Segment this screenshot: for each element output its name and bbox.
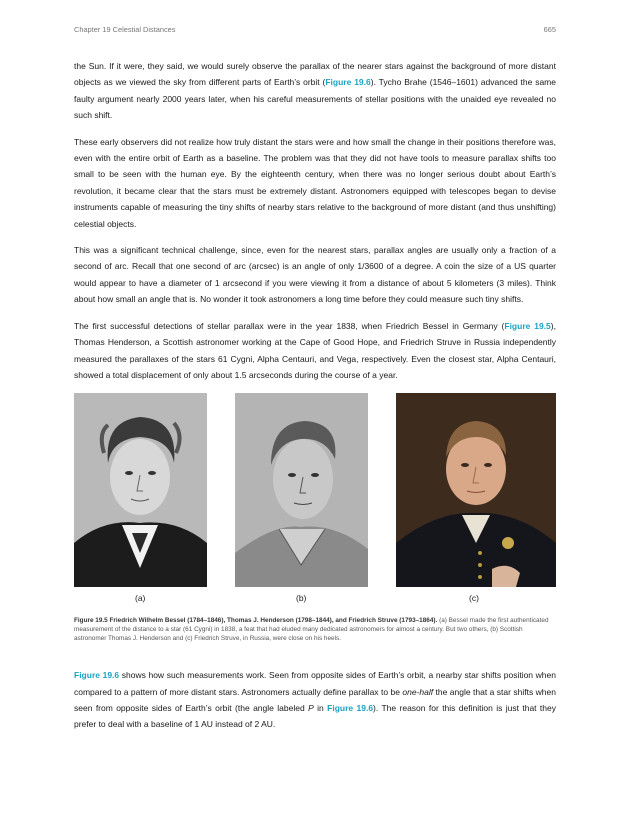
paragraph-text: ). The reason for this definition is just that they prefer to deal with a baseline of 1 AU instead of 2 AU.: [74, 702, 556, 730]
caption-text: (a) Bessel made the first authenticated measurement of the distance to a star (61 Cygni) in 1838, a feat that had eluded many dedicated astronomers for almost a century. But two others, (b) Scottish astronomer Thomas J. Henderson and (c) Friedrich Struve, in Russia, were close on his heels.: [74, 617, 549, 642]
portrait-struve-image: [396, 393, 556, 587]
paragraph-text: shows how such measurements work. Seen from opposite sides of Earth’s orbit, a nearby star shifts position when compared to a pattern of more distant stars. Astronomers actually define parallax to be: [74, 670, 556, 697]
paragraph-text: The first successful detections of stellar parallax were in the year 1838, when Friedrich Bessel in Germany (: [74, 320, 505, 331]
label-c: (c): [469, 593, 479, 604]
figure-19-6-link[interactable]: Figure 19.6: [327, 702, 374, 713]
paragraph-5: [74, 667, 556, 733]
figure-19-6-link[interactable]: Figure 19.6: [74, 670, 120, 681]
page-number: 665: [543, 25, 556, 34]
page-content: [74, 58, 556, 743]
paragraph-1: [74, 58, 556, 124]
label-b: (b): [296, 593, 307, 604]
emphasis-text: one-half: [402, 686, 434, 697]
caption-title: Figure 19.5 Friedrich Wilhelm Bessel (1784–1846), Thomas J. Henderson (1798–1844), and Friedrich Struve (1793–1864).: [74, 617, 438, 625]
page-header: [74, 25, 556, 37]
paragraph-text: ). Tycho Brahe (1546–1601) advanced the same faulty argument nearly 2000 years later, when his careful measurements of stellar positions with the unaided eye revealed no such shift.: [74, 77, 556, 121]
paragraph-text: in: [313, 702, 328, 713]
portrait-henderson-image: [235, 393, 368, 587]
paragraph-2: These early observers did not realize how truly distant the stars were and how small the change in their positions therefore was, even with the entire orbit of Earth as a baseline. The problem was that they did not have tools to measure parallax shifts too small to be seen with the human eye. By the eighteenth century, when there was no longer serious doubt about Earth’s revolution, it became clear that the stars must be extremely distant. Astronomers equipped with telescopes began to devise instruments capable of measuring the tiny shifts of nearby stars relative to the background of more distant (and thus unshifting) celestial objects.: [74, 136, 556, 229]
paragraph-3: This was a significant technical challenge, since, even for the nearest stars, parallax angles are usually only a fraction of a second of arc. Recall that one second of arc (arcsec) is an angle of only 1/3600 of a degree. A coin the size of a US quarter would appear to have a diameter of 1 arcsecond if you were viewing it from a distance of about 5 kilometers (3 miles). Think about how small an angle that is. No wonder it took astronomers a long time before they could measure such tiny shifts.: [74, 245, 556, 305]
figure-caption: [74, 617, 556, 643]
emphasis-text: P: [308, 702, 314, 713]
figure-labels: [74, 593, 556, 607]
portrait-bessel-image: [74, 393, 207, 587]
paragraph-4: [74, 318, 556, 384]
figure-19-5: [74, 393, 556, 593]
paragraph-text: ), Thomas Henderson, a Scottish astronomer working at the Cape of Good Hope, and Friedrich Struve in Russia independently measured the parallaxes of the stars 61 Cygni, Alpha Centauri, and Vega, respectively. Even the closest star, Alpha Centauri, showed a total displacement of only about 1.5 arcseconds during the course of a year.: [74, 320, 556, 380]
figure-19-6-link[interactable]: Figure 19.6: [325, 77, 371, 88]
paragraph-text: the angle that a star shifts when seen from opposite sides of Earth’s orbit (the angle labeled: [74, 686, 556, 713]
paragraph-text: the Sun. If it were, they said, we would surely observe the parallax of the nearer stars against the background of more distant objects as we viewed the sky from different parts of Earth’s orbit (: [74, 61, 556, 88]
figure-19-5-link[interactable]: Figure 19.5: [504, 320, 551, 331]
label-a: (a): [135, 593, 146, 604]
chapter-title: Chapter 19 Celestial Distances: [74, 25, 176, 34]
